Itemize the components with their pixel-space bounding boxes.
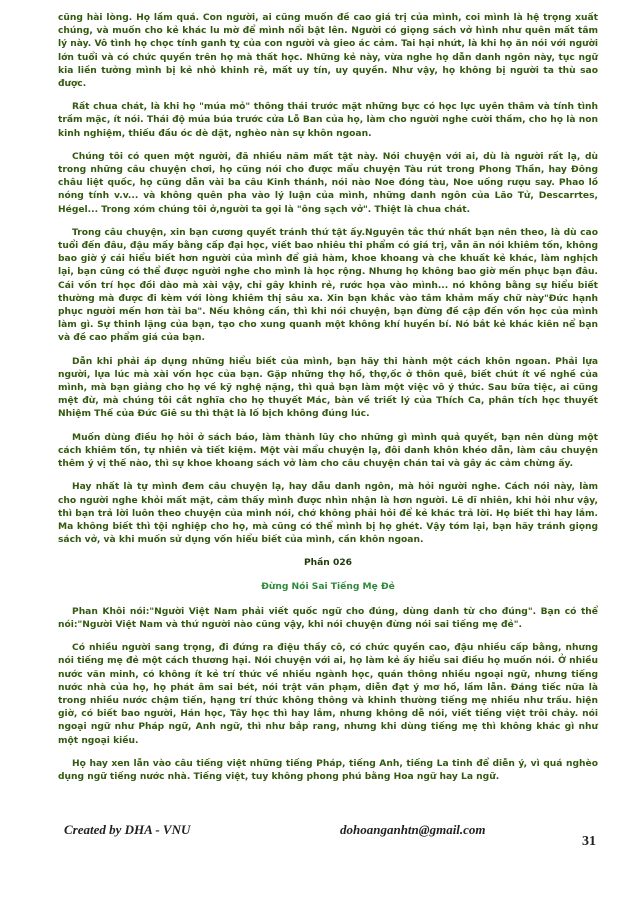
paragraph: Chúng tôi có quen một người, đã nhiều năm mất tật này. Nói chuyện với ai, dù là người rất lạ, dù trong những câu chuyện chơi, họ cũng nói cho được mẩu chuyện Tàu rút trong Phong Thần, hay Đông châu liệt quốc, họ cũng dẫn vài ba câu Kinh thánh, nói nào Noe đóng tàu, Noe uống rượu say. Phao lồ nóng tính v.v... và không quên pha vào lý luận của mình, những danh ngôn của Lão Tử, Descarrtes, Hégel... Trong xóm chúng tôi ở,người ta gọi là "ông sạch vở". Thiệt là chua chát. (58, 151, 598, 215)
paragraph: Rất chua chát, là khi họ "múa mỏ" thông thái trước mặt những bực có học lực uyên thâm và tính tình trầm mặc, ít nói. Thái độ múa búa trước cửa Lỗ Ban của họ, làm cho người nghe cười thầm, cho họ là non kinh nghiệm, thiếu đầu óc dè dặt, nghèo nàn sự khôn ngoan. (58, 102, 598, 139)
paragraph: Dẫn khi phải áp dụng những hiểu biết của mình, bạn hãy thi hành một cách khôn ngoan. Phải lựa người, lựa lúc mà xài vốn học của bạn. Gặp những thợ hồ, thợ,ốc ở thôn quê, biết chút ít về nghề của mình, mà bạn giảng cho họ về kỹ nghệ nặng, thì quả bạn làm một việc vô ý thức. Sau bữa tiệc, ai cũng mệt đừ, mà chúng tôi cắt nghĩa cho họ thuyết Mác, bàn về triết lý của Thích Ca, phân tích học thuyết Nhiệm Thế của Đức Giê su thì thật là lố bịch không đúng lúc. (58, 356, 598, 420)
page-footer (58, 822, 598, 844)
page-number: 31 (582, 834, 596, 849)
paragraph: cũng hài lòng. Họ lầm quá. Con người, ai cũng muốn đề cao giá trị của mình, coi mình là hệ trọng xuất chúng, và muốn cho kẻ khác lu mờ để mình nổi bật lên. Người có giọng sách vở hình như quên mất tâm lý này. Vô tình họ chọc tính ganh tỵ của con người và gieo ác cảm. Tai hại nhứt, là khi họ ăn nói với người lớn tuổi và có chức quyền trên họ mà thất học. Những kẻ này, vừa nghe họ dẫn danh ngôn này, tục ngữ kia liền tưởng mình bị kẻ nhỏ khinh rẻ, mất uy tín, uy quyền. Như vậy, họ không bị người ta thù sao được. (58, 13, 598, 90)
paragraph: Có nhiều người sang trọng, đi đứng ra điệu thầy cô, có chức quyền cao, đậu nhiều cấp bằng, nhưng nói tiếng mẹ đẻ một cách thương hại. Nói chuyện với ai, họ làm kẻ ấy hiểu sai điều họ muốn nói. Ở nhiều nước văn minh, có không ít kẻ trí thức về nhiều ngành học, quán thông nhiều ngoại ngữ, nhưng tiếng nước nhà của họ, họ phát âm sai bét, nói trật văn phạm, diễn đạt ý mơ hồ, lầm lẫn. Đáng tiếc nữa là trong nhiều nước chậm tiến, hạng trí thức không thông và khinh thường tiếng mẹ nhiều như trấu. hiện giờ, có biết bao người, Hán học, Tây học thì hay lắm, nhưng không dễ nói, viết tiếng việt trôi chảy. nói ngoại ngữ như Pháp ngữ, Anh ngữ, thì như bắp rang, nhưng khi dùng tiếng mẹ thì không khác gì như một ngoại kiều. (58, 643, 598, 746)
page-body (58, 12, 598, 794)
paragraph: Muốn dùng điều họ hỏi ở sách báo, làm thành lũy cho những gì mình quả quyết, bạn nên dùng một cách khiêm tốn, tự nhiên và tiết kiệm. Một vài mẩu chuyện lạ, đôi danh khôn khéo dẫn, làm câu chuyện thêm ý vị thế nào, thì sự khoe khoang sách vở làm cho câu chuyện chán tai và gây ác cảm chừng ấy. (58, 432, 598, 470)
section-number: Phần 026 (303, 558, 353, 569)
section-title: Đừng Nói Sai Tiếng Mẹ Đẻ (261, 581, 395, 592)
footer-email: dohoanganhtn@gmail.com (340, 822, 486, 837)
footer-created-by: Created by DHA - VNU (64, 822, 191, 837)
paragraph: Trong câu chuyện, xin bạn cương quyết tránh thứ tật ấy.Nguyên tắc thứ nhất bạn nên theo, là dù cao tuổi đến đâu, đậu mấy bằng cấp đại học, viết bao nhiêu thi phẩm có giá trị, vẫn ăn nói khiêm tốn, không bao giờ ý cái hiểu biết hơn người của mình để giả hàm, khoe khoang và che khuất kẻ khác, làm nghịch lại, bạn cũng có thể được người nghe cho mình là học rộng. Nhưng họ không bao giờ mến phục bạn đâu. Cái vốn trí học đồi dào mà xài vậy, chỉ gây khinh rẻ, rước họa vào mình... nó không bằng sự hiểu biết thường mà được đi kèm với lòng khiêm thị sâu xa. Xin bạn khắc vào tâm khảm mấy chữ này"Đức hạnh phục người mến hơn tài ba". Nếu không cần, thì khi nói chuyện, bạn đừng đề cập đến vốn học của mình làm gì. Sự thinh lặng của bạn, tạo cho xung quanh một không khí huyền bí. Nó bắt kẻ khác kiên nể bạn và đề cao phẩm giá của bạn. (58, 227, 598, 344)
paragraph: Họ hay xen lẫn vào câu tiếng việt những tiếng Pháp, tiếng Anh, tiếng La tinh để diễn ý, vì quá nghèo dụng ngữ tiếng nước nhà. Tiếng việt, tuy không phong phú bằng Hoa ngữ hay La ngữ. (58, 758, 598, 782)
paragraph: Phan Khôi nói:"Người Việt Nam phải viết quốc ngữ cho đúng, dùng danh từ cho đúng". Bạn có thể nói:"Người Việt Nam và thứ người nào cũng vậy, khi nói chuyện đừng nói sai tiếng mẹ đẻ". (58, 606, 598, 630)
paragraph: Hay nhất là tự mình đem câu chuyện lạ, hay dẫu danh ngôn, mà hỏi người nghe. Cách nói này, làm cho người nghe khỏi mất mặt, cảm thấy mình được nhìn nhận là hơn người. Lẽ dĩ nhiên, khi hỏi như vậy, thì bạn trả lời luôn theo chuyện của mình nói, chớ không phải hỏi để kẻ khác trả lời. Họ biết thì hay lắm. Ma không biết thì tội nghiệp cho họ, mà cũng có thể mình bị họ ghét. Vậy tóm lại, bạn hãy tránh giọng sách vở, và khi muốn sử dụng vốn hiểu biết của mình, cần khôn ngoan. (58, 482, 598, 546)
